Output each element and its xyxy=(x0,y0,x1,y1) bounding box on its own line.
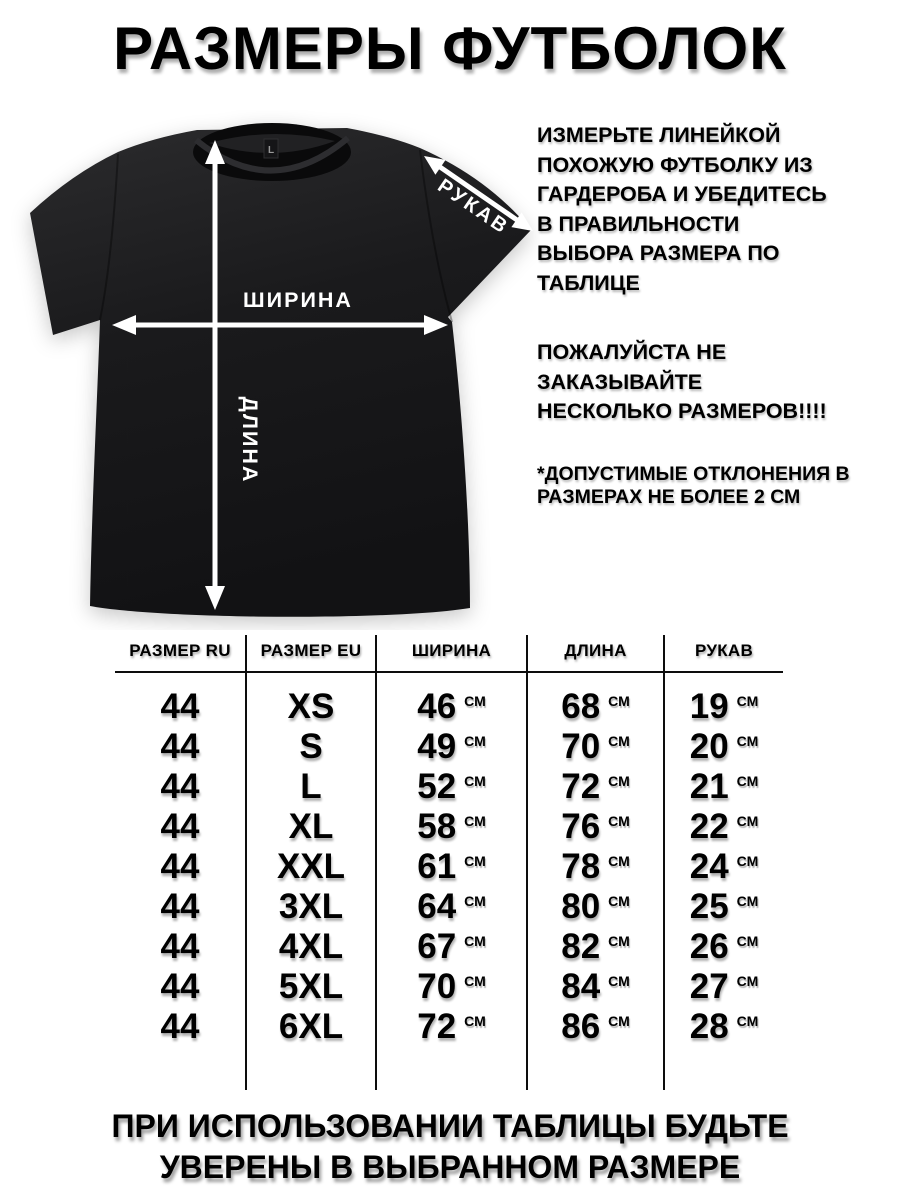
text-line: *ДОПУСТИМЫЕ ОТКЛОНЕНИЯ В xyxy=(537,462,850,485)
table-cell: 5XL xyxy=(278,967,344,1006)
table-cell: 4XL xyxy=(278,927,344,966)
table-cell: 44 xyxy=(160,687,200,726)
table-cell: 44 xyxy=(160,887,200,926)
table-cell: 24 СМ xyxy=(689,847,759,886)
table-cell: 44 xyxy=(160,767,200,806)
column-header: РАЗМЕР RU xyxy=(129,641,231,660)
unit-label: СМ xyxy=(464,893,486,909)
text-line: ПОЖАЛУЙСТА НЕ xyxy=(537,340,727,364)
unit-label: СМ xyxy=(608,973,630,989)
footer-note xyxy=(0,1106,900,1188)
table-cell: 44 xyxy=(160,807,200,846)
table-cell: 27 СМ xyxy=(689,967,759,1006)
unit-label: СМ xyxy=(736,1013,759,1029)
table-cell: 72 СМ xyxy=(417,1007,486,1046)
unit-label: СМ xyxy=(736,973,759,989)
unit-label: СМ xyxy=(608,773,630,789)
text-line: ПОХОЖУЮ ФУТБОЛКУ ИЗ xyxy=(537,152,813,177)
unit-label: СМ xyxy=(464,733,486,749)
unit-label: СМ xyxy=(464,933,486,949)
table-cell: 22 СМ xyxy=(689,807,759,846)
table-cell: 44 xyxy=(160,847,200,886)
table-cell: 61 СМ xyxy=(417,847,486,886)
table-cell: 78 СМ xyxy=(561,847,630,886)
text-line: НЕСКОЛЬКО РАЗМЕРОВ!!!! xyxy=(537,399,827,423)
unit-label: СМ xyxy=(608,813,630,829)
table-cell: 49 СМ xyxy=(417,727,486,766)
table-cell: 80 СМ xyxy=(561,887,630,926)
table-cell: 25 СМ xyxy=(689,887,759,926)
unit-label: СМ xyxy=(464,973,486,989)
table-cell: 26 СМ xyxy=(689,927,759,966)
column-header: РУКАВ xyxy=(694,641,754,660)
unit-label: СМ xyxy=(736,893,759,909)
table-cell: 44 xyxy=(160,727,200,766)
table-cell: XL xyxy=(288,807,334,846)
table-cell: 28 СМ xyxy=(689,1007,759,1046)
table-cell: 72 СМ xyxy=(561,767,630,806)
unit-label: СМ xyxy=(608,1013,630,1029)
unit-label: СМ xyxy=(736,813,759,829)
unit-label: СМ xyxy=(464,773,486,789)
table-cell: L xyxy=(300,767,322,806)
table-cell: 84 СМ xyxy=(561,967,630,1006)
table-cell: 52 СМ xyxy=(417,767,486,806)
text-line: ПРИ ИСПОЛЬЗОВАНИИ ТАБЛИЦЫ БУДЬТЕ xyxy=(111,1108,789,1144)
table-cell: 86 СМ xyxy=(561,1007,630,1046)
instruction-warning xyxy=(537,338,897,427)
table-column-width xyxy=(377,635,528,1090)
text-line: ГАРДЕРОБА И УБЕДИТЕСЬ xyxy=(537,182,827,206)
column-header: РАЗМЕР EU xyxy=(260,641,362,660)
table-cell: 6XL xyxy=(278,1007,344,1046)
table-column-sleeve xyxy=(665,635,783,1090)
unit-label: СМ xyxy=(736,733,759,749)
table-column-size-eu xyxy=(247,635,377,1090)
text-line: РАЗМЕРАХ НЕ БОЛЕЕ 2 СМ xyxy=(537,485,801,508)
tshirt-figure xyxy=(0,110,540,630)
unit-label: СМ xyxy=(736,773,759,789)
text-line: ТАБЛИЦЕ xyxy=(537,270,640,295)
table-cell: 3XL xyxy=(278,887,344,926)
table-cell: 70 СМ xyxy=(417,967,486,1006)
table-cell: XS xyxy=(287,687,335,726)
table-cell: 67 СМ xyxy=(417,927,486,966)
unit-label: СМ xyxy=(608,933,630,949)
table-cell: 64 СМ xyxy=(417,887,486,926)
instructions-block xyxy=(537,121,897,509)
table-cell: 44 xyxy=(160,967,200,1006)
table-cell: 44 xyxy=(160,1007,200,1046)
table-cell: 46 СМ xyxy=(417,687,486,726)
table-column-length xyxy=(528,635,665,1090)
unit-label: СМ xyxy=(464,1013,486,1029)
length-label: ДЛИНА xyxy=(238,396,262,484)
table-cell: 70 СМ xyxy=(561,727,630,766)
unit-label: СМ xyxy=(464,853,486,869)
table-cell: 19 СМ xyxy=(689,687,759,726)
sleeve-label: РУКАВ xyxy=(433,174,514,240)
table-cell: XXL xyxy=(276,847,346,886)
instruction-measure xyxy=(537,121,897,298)
unit-label: СМ xyxy=(464,813,486,829)
table-cell: 20 СМ xyxy=(689,727,759,766)
table-header-divider xyxy=(115,671,783,673)
table-cell: 44 xyxy=(160,927,200,966)
collar-tag-label: L xyxy=(267,145,275,156)
table-cell: 21 СМ xyxy=(689,767,759,806)
column-header: ШИРИНА xyxy=(411,641,492,660)
unit-label: СМ xyxy=(736,853,759,869)
unit-label: СМ xyxy=(608,733,630,749)
column-header: ДЛИНА xyxy=(564,641,627,660)
instruction-tolerance xyxy=(537,463,897,509)
table-cell: 76 СМ xyxy=(561,807,630,846)
width-label: ШИРИНА xyxy=(243,288,353,312)
tshirt-graphic xyxy=(0,110,540,630)
size-table xyxy=(115,635,783,1090)
unit-label: СМ xyxy=(736,933,759,949)
text-line: УВЕРЕНЫ В ВЫБРАННОМ РАЗМЕРЕ xyxy=(159,1149,741,1185)
text-line: В ПРАВИЛЬНОСТИ xyxy=(537,211,740,236)
unit-label: СМ xyxy=(608,853,630,869)
unit-label: СМ xyxy=(736,693,759,709)
text-line: ЗАКАЗЫВАЙТЕ xyxy=(537,369,703,394)
text-line: ВЫБОРА РАЗМЕРА ПО xyxy=(537,241,780,265)
unit-label: СМ xyxy=(608,893,630,909)
table-cell: 68 СМ xyxy=(561,687,630,726)
text-line: ИЗМЕРЬТЕ ЛИНЕЙКОЙ xyxy=(537,123,781,147)
table-cell: S xyxy=(299,727,323,766)
unit-label: СМ xyxy=(608,693,630,709)
table-cell: 58 СМ xyxy=(417,807,486,846)
page-title: РАЗМЕРЫ ФУТБОЛОК xyxy=(113,15,787,82)
table-column-size-ru xyxy=(115,635,247,1090)
table-cell: 82 СМ xyxy=(561,927,630,966)
unit-label: СМ xyxy=(464,693,486,709)
